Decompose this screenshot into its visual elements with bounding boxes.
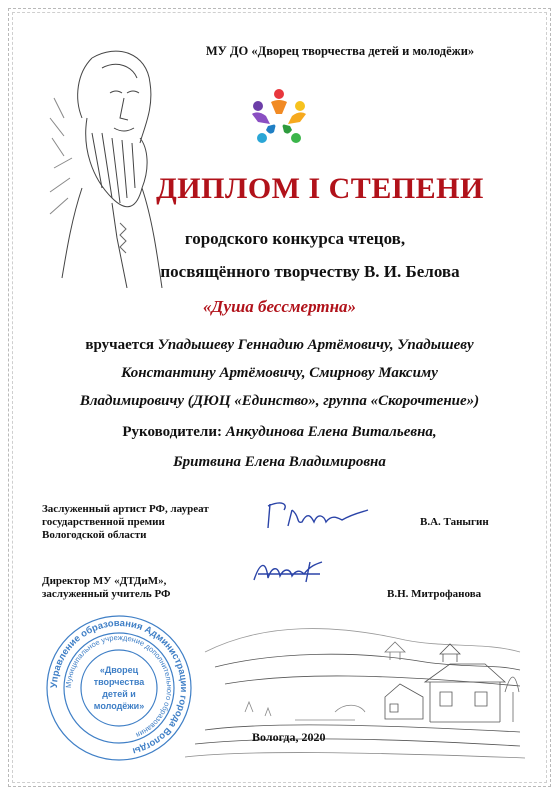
stamp-outer-text: Управление образования Администрации города Вологды — [48, 617, 190, 757]
stamp-middle-text: Муниципальное учреждение дополнительного образования — [63, 632, 175, 740]
award-line-1 — [10, 337, 549, 354]
leaders-names-2: Бритвина Елена Владимировна — [173, 454, 386, 470]
award-verb: вручается — [85, 337, 155, 353]
organization-logo-icon — [244, 84, 314, 154]
leaders-label: Руководители: — [122, 424, 222, 440]
award-line-2 — [10, 365, 549, 382]
village-landscape-drawing — [185, 612, 525, 762]
stamp-center-line-3: детей и — [102, 689, 136, 699]
subtitle-line-2: посвящённого творчеству В. И. Белова — [160, 262, 460, 281]
diploma-title: ДИПЛОМ I СТЕПЕНИ — [156, 172, 484, 205]
signatory-1-title-line-3: Вологодской области — [42, 529, 147, 541]
award-recipients-1: Упадышеву Геннадию Артёмовичу, Упадышеву — [157, 337, 474, 353]
signatory-2-title-line-2: заслуженный учитель РФ — [42, 588, 171, 600]
signatory-2-title-line-1: Директор МУ «ДТДиМ», — [42, 575, 167, 587]
stamp-center-line-4: молодёжи» — [93, 701, 145, 711]
signatory-1-name: В.А. Таныгин — [420, 516, 489, 528]
signatory-2-title — [42, 575, 170, 601]
leaders-line-1 — [10, 424, 549, 441]
subtitle-line-1: городского конкурса чтецов, — [184, 229, 406, 248]
award-recipients-3: Владимировичу (ДЮЦ «Единство», группа «Скорочтение») — [79, 393, 480, 409]
official-stamp — [44, 613, 194, 763]
signatory-1-title — [42, 503, 209, 542]
leaders-names-1: Анкудинова Елена Витальевна, — [225, 424, 437, 440]
place-and-date: Вологда, 2020 — [252, 730, 326, 744]
organization-name: МУ ДО «Дворец творчества детей и молодёжи» — [205, 44, 475, 58]
leaders-line-2 — [10, 454, 549, 471]
signature-1 — [262, 496, 372, 536]
signatory-1-title-line-2: государственной премии — [42, 516, 165, 528]
stamp-center-line-2: творчества — [93, 677, 145, 687]
stamp-center-line-1: «Дворец — [99, 665, 139, 675]
signature-2 — [250, 552, 340, 592]
contest-motto: «Душа бессмертна» — [202, 297, 357, 316]
award-recipients-2: Константину Артёмовичу, Смирнову Максиму — [121, 365, 438, 381]
signatory-2-name: В.Н. Митрофанова — [387, 588, 482, 600]
signatory-1-title-line-1: Заслуженный артист РФ, лауреат — [42, 503, 209, 515]
award-line-3 — [10, 393, 549, 410]
writer-portrait-sketch — [32, 38, 172, 288]
